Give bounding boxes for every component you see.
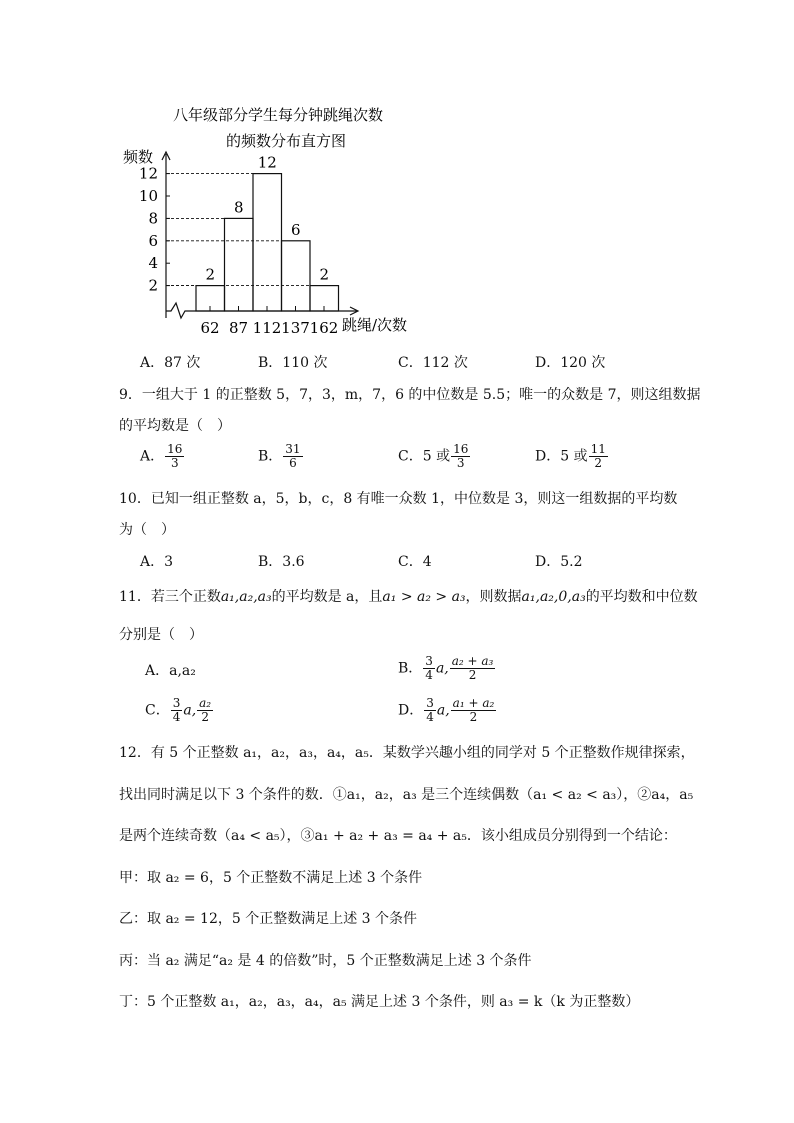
q11-math-1: a₁,a₂,a₃ xyxy=(220,589,272,605)
numerator: 11 xyxy=(590,442,606,456)
q12-conclusion-ding: 丁：5 个正整数 a₁，a₂，a₃，a₄，a₅ 满足上述 3 个条件，则 a₃ = k（k 为正整数） xyxy=(119,994,640,1010)
q9-option-a-fraction xyxy=(165,443,184,470)
y-tick-label: 10 xyxy=(138,187,158,205)
histogram-bar xyxy=(225,218,254,311)
q11-stem-line1 xyxy=(119,586,698,606)
q10-stem-line2: 为（ ） xyxy=(119,522,175,538)
y-tick-label: 6 xyxy=(148,231,158,250)
q12-stem-line2: 找出同时满足以下 3 个条件的数．①a₁，a₂，a₃ 是三个连续偶数（a₁ < a₂ < a₃），②a₄，a₅ xyxy=(119,787,694,803)
q9-option-c-label: C．5 或 xyxy=(398,448,451,465)
q8-option-b[interactable]: B．110 次 xyxy=(258,355,328,371)
q9-option-b-label: B． xyxy=(258,448,283,465)
q11-text-1: 11．若三个正数 xyxy=(119,589,221,605)
q9-option-a-label: A． xyxy=(140,448,165,465)
q9-stem-line1: 9．一组大于 1 的正整数 5，7，3，m，7，6 的中位数是 5.5；唯一的众数是 7，则这组数据 xyxy=(119,387,701,403)
histogram-bar xyxy=(282,241,311,311)
q9-option-c-fraction xyxy=(451,443,470,470)
q10-option-c[interactable]: C．4 xyxy=(398,554,432,570)
denominator: 3 xyxy=(456,456,465,470)
numerator: a₂ xyxy=(199,696,212,710)
q12-stem-line3: 是两个连续奇数（a₄ < a₅），③a₁ + a₂ + a₃ = a₄ + a₅．该小组成员分别得到一个结论： xyxy=(119,828,677,844)
q11-option-d-mid: a, xyxy=(436,702,450,719)
y-tick-label: 12 xyxy=(138,164,158,183)
q10-option-b[interactable]: B．3.6 xyxy=(258,554,305,570)
numerator: 16 xyxy=(167,442,183,456)
numerator: 31 xyxy=(285,442,301,456)
denominator: 4 xyxy=(172,710,181,724)
bar-value-label: 12 xyxy=(257,153,277,172)
bar-value-label: 6 xyxy=(290,220,301,239)
denominator: 6 xyxy=(289,456,297,470)
q11-option-a[interactable]: A．a,a₂ xyxy=(145,663,196,679)
q12-conclusion-bing: 丙：当 a₂ 满足“a₂ 是 4 的倍数”时，5 个正整数满足上述 3 个条件 xyxy=(119,953,532,969)
q11-text-4: 的平均数和中位数 xyxy=(585,589,698,605)
numerator: 3 xyxy=(425,654,433,668)
numerator: a₁ + a₂ xyxy=(452,696,495,710)
bar-value-label: 2 xyxy=(205,265,216,284)
denominator: 2 xyxy=(468,668,477,682)
denominator: 3 xyxy=(170,456,179,470)
x-tick-label: 162 xyxy=(309,319,339,337)
q9-option-b-fraction xyxy=(283,443,302,470)
q12-conclusion-yi: 乙：取 a₂ = 12，5 个正整数满足上述 3 个条件 xyxy=(119,911,418,927)
y-tick-label: 2 xyxy=(148,276,158,295)
q11-option-d[interactable] xyxy=(398,697,497,724)
chart-subtitle: 的频数分布直方图 xyxy=(225,132,347,150)
x-tick-label: 137 xyxy=(281,319,310,337)
bar-value-label: 2 xyxy=(319,265,330,284)
y-axis-label: 频数 xyxy=(122,148,154,166)
q12-conclusion-jia: 甲：取 a₂ = 6，5 个正整数不满足上述 3 个条件 xyxy=(119,870,423,886)
q8-option-c[interactable]: C．112 次 xyxy=(398,355,468,371)
q11-text-3: ，则数据 xyxy=(465,589,522,605)
q11-option-b[interactable] xyxy=(398,655,496,682)
q11-option-c[interactable] xyxy=(145,697,214,724)
q9-option-d-label: D．5 或 xyxy=(535,448,588,465)
q12-stem-line1: 12．有 5 个正整数 a₁，a₂，a₃，a₄，a₅．某数学兴趣小组的同学对 5 个正整数作规律探索， xyxy=(119,745,695,761)
q11-option-d-fraction xyxy=(451,697,497,724)
q10-stem-line1: 10．已知一组正整数 a，5，b，c，8 有唯一众数 1，中位数是 3，则这一组数据的平均数 xyxy=(119,491,678,507)
q10-option-a[interactable]: A．3 xyxy=(140,554,174,570)
q8-option-d[interactable]: D．120 次 xyxy=(535,355,606,371)
q11-option-c-mid: a, xyxy=(183,702,197,719)
numerator: 16 xyxy=(453,442,469,456)
q9-option-d-fraction xyxy=(589,443,608,470)
denominator: 4 xyxy=(426,710,434,724)
denominator: 2 xyxy=(201,710,209,724)
q10-option-d[interactable]: D．5.2 xyxy=(535,554,583,570)
x-axis-label: 跳绳/次数 xyxy=(342,316,408,334)
q9-stem-line2: 的平均数是（ ） xyxy=(119,418,231,434)
histogram-bar xyxy=(253,174,282,311)
q11-text-2: 的平均数是 a，且 xyxy=(271,589,383,605)
x-tick-label: 112 xyxy=(252,319,282,337)
q9-option-a[interactable] xyxy=(140,443,185,470)
coefficient-fraction xyxy=(423,655,435,682)
q9-option-c[interactable] xyxy=(398,443,471,470)
q11-option-b-mid: a, xyxy=(435,660,449,677)
coefficient-fraction xyxy=(171,697,183,724)
denominator: 2 xyxy=(469,710,478,724)
q11-option-c-fraction xyxy=(197,697,213,724)
coefficient-fraction xyxy=(424,697,436,724)
q11-math-3: a₁,a₂,0,a₃ xyxy=(521,589,586,605)
q11-stem-line2: 分别是（ ） xyxy=(119,627,203,643)
q8-option-a[interactable]: A．87 次 xyxy=(140,355,201,371)
chart-title: 八年级部分学生每分钟跳绳次数 xyxy=(172,106,384,124)
y-tick-label: 4 xyxy=(148,254,158,273)
q9-option-d[interactable] xyxy=(535,443,609,470)
numerator: 3 xyxy=(426,696,434,710)
numerator: 3 xyxy=(172,696,181,710)
q11-option-d-label: D． xyxy=(398,702,424,719)
q11-option-b-fraction xyxy=(450,655,496,682)
denominator: 4 xyxy=(425,668,433,682)
x-tick-label: 62 xyxy=(200,319,220,337)
q11-option-b-label: B． xyxy=(398,660,423,677)
q9-option-b[interactable] xyxy=(258,443,304,470)
y-tick-label: 8 xyxy=(148,209,158,228)
q11-option-c-label: C． xyxy=(145,702,170,719)
numerator: a₂ + a₃ xyxy=(451,654,494,668)
q11-math-2: a₁ > a₂ > a₃ xyxy=(382,589,466,605)
bar-value-label: 8 xyxy=(233,198,244,217)
histogram-chart xyxy=(0,0,794,360)
x-tick-label: 87 xyxy=(228,319,249,337)
denominator: 2 xyxy=(594,456,603,470)
